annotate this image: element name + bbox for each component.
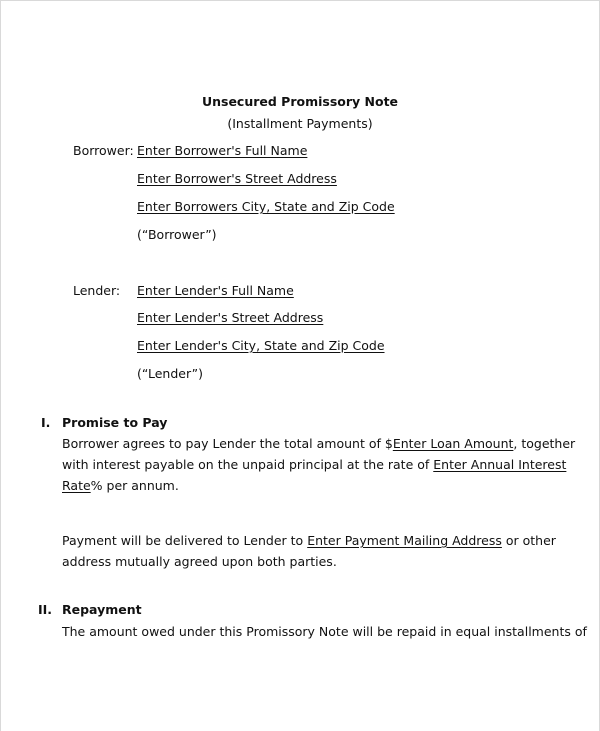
borrower-city-state-zip-field[interactable]: Enter Borrowers City, State and Zip Code bbox=[137, 199, 395, 214]
interest-rate-field-continued[interactable]: Rate bbox=[62, 478, 91, 493]
borrower-full-name-field[interactable]: Enter Borrower's Full Name bbox=[137, 143, 308, 158]
promise-line1-tail: , together bbox=[513, 436, 576, 451]
lender-full-name-field[interactable]: Enter Lender's Full Name bbox=[137, 283, 294, 298]
borrower-alias: (“Borrower”) bbox=[137, 227, 217, 242]
mailing-address-field[interactable]: Enter Payment Mailing Address bbox=[307, 533, 502, 548]
promise-paragraph-line-3 bbox=[62, 478, 179, 493]
section-2-numeral: II. bbox=[38, 602, 53, 617]
promise-line2-text: with interest payable on the unpaid principal at the rate of bbox=[62, 457, 434, 472]
section-1-numeral: I. bbox=[41, 415, 51, 430]
lender-street-address-field[interactable]: Enter Lender's Street Address bbox=[137, 310, 324, 325]
borrower-street-address-field[interactable]: Enter Borrower's Street Address bbox=[137, 171, 337, 186]
payment-paragraph-line-2: address mutually agreed upon both parties. bbox=[62, 554, 337, 569]
promise-paragraph-line-2 bbox=[62, 457, 566, 472]
lender-alias: (“Lender”) bbox=[137, 366, 203, 381]
interest-rate-field[interactable]: Enter Annual Interest bbox=[433, 457, 567, 472]
loan-amount-field[interactable]: Enter Loan Amount bbox=[392, 436, 514, 451]
section-1-heading: Promise to Pay bbox=[62, 415, 168, 430]
document-title: Unsecured Promissory Note bbox=[201, 94, 399, 109]
section-2-heading: Repayment bbox=[62, 602, 142, 617]
payment-line1-text: Payment will be delivered to Lender to bbox=[62, 533, 308, 548]
document-subtitle: (Installment Payments) bbox=[227, 116, 373, 131]
promise-paragraph-line-1 bbox=[62, 436, 575, 451]
lender-city-state-zip-field[interactable]: Enter Lender's City, State and Zip Code bbox=[137, 338, 385, 353]
repayment-paragraph-line-1: The amount owed under this Promissory Note will be repaid in equal installments of bbox=[62, 624, 587, 639]
payment-line1-tail: or other bbox=[501, 533, 556, 548]
promise-line1-text: Borrower agrees to pay Lender the total amount of $ bbox=[62, 436, 393, 451]
payment-paragraph-line-1 bbox=[62, 533, 556, 548]
promise-line3-text: % per annum. bbox=[90, 478, 179, 493]
borrower-label: Borrower: bbox=[73, 143, 134, 158]
lender-label: Lender: bbox=[73, 283, 121, 298]
